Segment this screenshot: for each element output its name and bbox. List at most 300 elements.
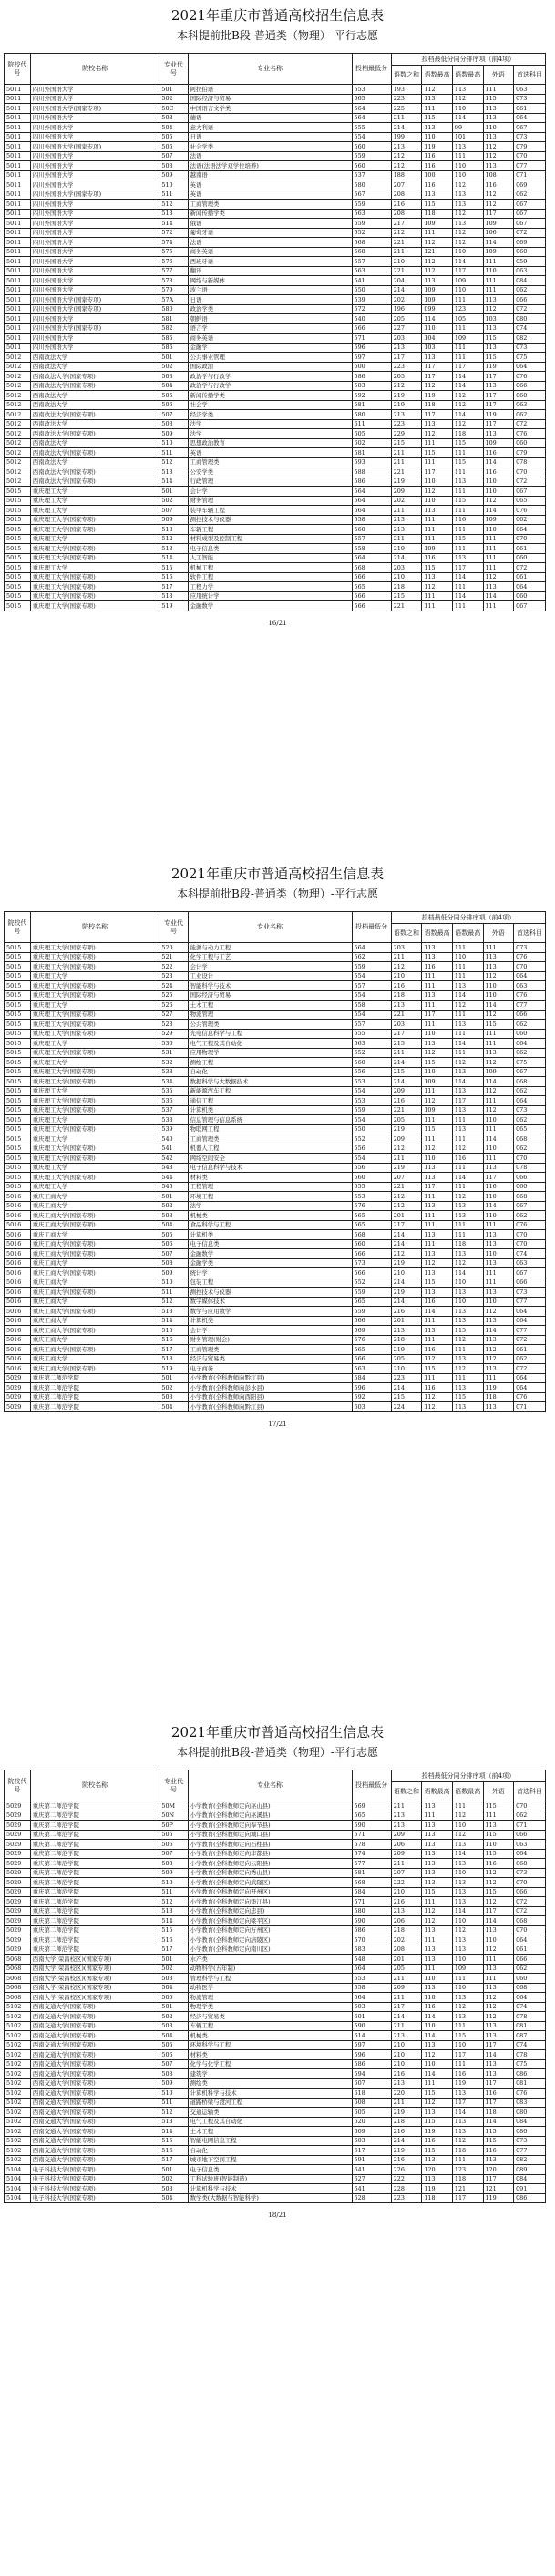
school-name-cell: 重庆理工大学(国家专项) — [30, 1020, 159, 1030]
table-row — [5, 1849, 546, 1859]
table-row — [5, 563, 546, 573]
col-header-first-choice: 首选科目 — [514, 66, 546, 85]
foreign-language-cell: 112 — [483, 2012, 514, 2022]
chinese-math-max-cell: 113 — [452, 1897, 483, 1907]
school-code-cell: 5016 — [5, 1258, 31, 1268]
school-code-cell: 5012 — [5, 438, 31, 448]
foreign-language-cell: 113 — [483, 104, 514, 114]
school-name-cell: 西南交通大学(国家专项) — [30, 2136, 159, 2146]
major-code-cell: 513 — [159, 2117, 188, 2127]
school-name-cell: 西南大学(荣昌校区)(国家专项) — [30, 1974, 159, 1984]
chinese-math-max-cell: 113 — [452, 1354, 483, 1364]
school-code-cell: 5012 — [5, 381, 31, 391]
chinese-math-max-cell: 111 — [422, 515, 453, 525]
major-code-cell: 506 — [159, 142, 188, 152]
chinese-math-max-cell: 113 — [452, 1316, 483, 1326]
school-code-cell: 5102 — [5, 2012, 31, 2022]
table-row — [5, 295, 546, 305]
chinese-math-max-cell: 114 — [452, 113, 483, 123]
chinese-math-sum-cell: 219 — [391, 391, 422, 401]
chinese-math-max-cell: 111 — [422, 2078, 453, 2089]
major-code-cell: 507 — [159, 506, 188, 516]
table-row — [5, 1364, 546, 1374]
chinese-math-max-cell: 115 — [422, 1124, 453, 1134]
chinese-math-max-cell: 112 — [422, 1906, 453, 1916]
page-subtitle: 本科提前批B段-普通类（物理）-平行志愿 — [177, 1746, 378, 1759]
first-choice-cell: 071 — [514, 1821, 546, 1831]
table-row — [5, 2069, 546, 2079]
first-choice-cell: 073 — [514, 2136, 546, 2146]
major-name-cell: 思想政治教育 — [188, 438, 352, 448]
chinese-math-max-cell: 112 — [422, 1144, 453, 1154]
foreign-language-cell: 109 — [483, 1067, 514, 1077]
chinese-math-max-cell: 110 — [422, 132, 453, 142]
chinese-math-sum-cell: 206 — [391, 1916, 422, 1926]
chinese-math-sum-cell: 211 — [391, 952, 422, 962]
chinese-math-max-cell: 116 — [422, 962, 453, 972]
foreign-language-cell: 114 — [483, 2050, 514, 2060]
table-row — [5, 438, 546, 448]
min-score-cell: 556 — [352, 1163, 391, 1173]
chinese-math-max-cell: 112 — [452, 400, 483, 410]
major-code-cell: 509 — [159, 1868, 188, 1878]
first-choice-cell: 066 — [514, 1010, 546, 1020]
major-code-cell: 501 — [159, 1192, 188, 1202]
major-name-cell: 行政管理 — [188, 477, 352, 487]
foreign-language-cell: 112 — [483, 1945, 514, 1955]
chinese-math-max-cell: 113 — [452, 85, 483, 95]
school-code-cell: 5011 — [5, 180, 31, 190]
major-code-cell: 528 — [159, 1020, 188, 1030]
min-score-cell: 564 — [352, 487, 391, 497]
min-score-cell: 541 — [352, 276, 391, 286]
school-name-cell: 重庆第二师范学院 — [30, 1830, 159, 1840]
min-score-cell: 590 — [352, 1821, 391, 1831]
major-name-cell: 网络空间安全 — [188, 1154, 352, 1164]
min-score-cell: 580 — [352, 410, 391, 420]
min-score-cell: 596 — [352, 2050, 391, 2060]
first-choice-cell: 076 — [514, 2089, 546, 2099]
col-header-major-name: 专业名称 — [188, 54, 352, 85]
major-code-cell: 523 — [159, 971, 188, 981]
chinese-math-max-cell: 112 — [422, 1096, 453, 1106]
chinese-math-max-cell: 112 — [422, 1402, 453, 1412]
major-name-cell: 电子信息类 — [188, 544, 352, 554]
min-score-cell: 555 — [352, 123, 391, 133]
school-name-cell: 四川外国语大学(国家专项) — [30, 190, 159, 200]
foreign-language-cell: 112 — [483, 1058, 514, 1068]
chinese-math-max-cell: 111 — [452, 1048, 483, 1058]
chinese-math-max-cell: 113 — [422, 1945, 453, 1955]
chinese-math-max-cell: 113 — [422, 1878, 453, 1888]
table-row — [5, 94, 546, 104]
school-name-cell: 重庆理工大学(国家专项) — [30, 1048, 159, 1058]
first-choice-cell: 073 — [514, 132, 546, 142]
school-name-cell: 重庆理工大学 — [30, 1134, 159, 1144]
min-score-cell: 584 — [352, 1373, 391, 1383]
chinese-math-sum-cell: 219 — [391, 2108, 422, 2118]
chinese-math-max-cell: 113 — [422, 1821, 453, 1831]
col-header-first-choice: 首选科目 — [514, 1782, 546, 1801]
first-choice-cell: 077 — [514, 1001, 546, 1011]
major-code-cell: 503 — [159, 1974, 188, 1984]
chinese-math-max-cell: 111 — [452, 2021, 483, 2031]
school-code-cell: 5016 — [5, 1268, 31, 1278]
school-name-cell: 四川外国语大学 — [30, 209, 159, 219]
major-code-cell: 504 — [159, 1402, 188, 1412]
chinese-math-sum-cell: 202 — [391, 295, 422, 305]
major-name-cell: 法学 — [188, 429, 352, 439]
min-score-cell: 641 — [352, 2165, 391, 2175]
table-row — [5, 1897, 546, 1907]
table-row — [5, 228, 546, 238]
chinese-math-sum-cell: 214 — [391, 1383, 422, 1393]
chinese-math-max-cell: 112 — [422, 381, 453, 391]
document-page — [0, 1717, 555, 2575]
chinese-math-sum-cell: 223 — [391, 94, 422, 104]
school-name-cell: 西南政法大学 — [30, 362, 159, 372]
chinese-math-max-cell: 117 — [452, 2050, 483, 2060]
first-choice-cell: 068 — [514, 1983, 546, 1993]
foreign-language-cell: 113 — [483, 2021, 514, 2031]
foreign-language-cell: 119 — [483, 2193, 514, 2203]
school-code-cell: 5011 — [5, 94, 31, 104]
major-name-cell: 工商管理类 — [188, 1345, 352, 1355]
major-code-cell: 509 — [159, 1268, 188, 1278]
major-code-cell: 512 — [159, 457, 188, 467]
chinese-math-max-cell: 112 — [452, 1830, 483, 1840]
min-score-cell: 557 — [352, 534, 391, 544]
school-code-cell: 5015 — [5, 971, 31, 981]
school-name-cell: 重庆理工大学(国家专项) — [30, 990, 159, 1001]
foreign-language-cell: 110 — [483, 1115, 514, 1125]
chinese-math-sum-cell: 215 — [391, 591, 422, 601]
min-score-cell: 560 — [352, 1173, 391, 1183]
chinese-math-sum-cell: 219 — [391, 477, 422, 487]
table-row — [5, 1974, 546, 1984]
table-row — [5, 142, 546, 152]
school-name-cell: 重庆工商大学 — [30, 1297, 159, 1307]
chinese-math-max-cell: 113 — [452, 2089, 483, 2099]
min-score-cell: 596 — [352, 1383, 391, 1393]
chinese-math-max-cell: 118 — [452, 2146, 483, 2156]
chinese-math-max-cell: 114 — [452, 1039, 483, 1049]
min-score-cell: 565 — [352, 1811, 391, 1821]
school-name-cell: 重庆理工大学 — [30, 496, 159, 506]
chinese-math-sum-cell: 206 — [391, 1840, 422, 1850]
table-row — [5, 219, 546, 229]
major-name-cell: 会计学 — [188, 1326, 352, 1336]
foreign-language-cell: 110 — [483, 1211, 514, 1221]
major-name-cell: 新闻传播学类 — [188, 391, 352, 401]
foreign-language-cell: 113 — [483, 1258, 514, 1268]
school-name-cell: 西南大学(荣昌校区)(国家专项) — [30, 1983, 159, 1993]
major-code-cell: 504 — [159, 381, 188, 391]
foreign-language-cell: 103 — [483, 314, 514, 324]
chinese-math-sum-cell: 221 — [391, 601, 422, 611]
min-score-cell: 559 — [352, 200, 391, 210]
first-choice-cell: 061 — [514, 1345, 546, 1355]
major-code-cell: 502 — [159, 2174, 188, 2184]
chinese-math-max-cell: 120 — [422, 2165, 453, 2175]
chinese-math-max-cell: 109 — [422, 219, 453, 229]
chinese-math-max-cell: 112 — [452, 1144, 483, 1154]
school-name-cell: 四川外国语大学 — [30, 123, 159, 133]
foreign-language-cell: 113 — [483, 1335, 514, 1345]
school-code-cell: 5016 — [5, 1230, 31, 1240]
school-name-cell: 西南交通大学(国家专项) — [30, 2155, 159, 2165]
foreign-language-cell: 111 — [483, 1268, 514, 1278]
chinese-math-max-cell: 099 — [422, 304, 453, 314]
chinese-math-sum-cell: 207 — [391, 180, 422, 190]
first-choice-cell: 070 — [514, 1230, 546, 1240]
table-row — [5, 2193, 546, 2203]
chinese-math-max-cell: 111 — [452, 343, 483, 353]
first-choice-cell: 078 — [514, 2012, 546, 2022]
major-name-cell: 工业设计 — [188, 971, 352, 981]
school-name-cell: 重庆第二师范学院 — [30, 1383, 159, 1393]
chinese-math-max-cell: 111 — [452, 962, 483, 972]
school-name-cell: 四川外国语大学 — [30, 170, 159, 180]
chinese-math-max-cell: 110 — [452, 1868, 483, 1878]
major-name-cell: 小学教育(全科教师定向梁平区) — [188, 1916, 352, 1926]
major-name-cell: 水产类 — [188, 1955, 352, 1965]
page-subtitle: 本科提前批B段-普通类（物理）-平行志愿 — [177, 29, 378, 42]
major-name-cell: 商务英语 — [188, 334, 352, 344]
chinese-math-max-cell: 114 — [452, 410, 483, 420]
school-name-cell: 四川外国语大学 — [30, 228, 159, 238]
school-name-cell: 重庆理工大学(国家专项) — [30, 515, 159, 525]
table-row — [5, 1029, 546, 1039]
chinese-math-sum-cell: 223 — [391, 362, 422, 372]
school-name-cell: 重庆工商大学 — [30, 1192, 159, 1202]
foreign-language-cell: 111 — [483, 1278, 514, 1288]
first-choice-cell: 072 — [514, 1364, 546, 1374]
table-row — [5, 1916, 546, 1926]
chinese-math-max-cell: 114 — [452, 1268, 483, 1278]
chinese-math-max-cell: 111 — [452, 1182, 483, 1192]
major-code-cell: 520 — [159, 943, 188, 953]
table-row — [5, 1307, 546, 1317]
school-code-cell: 5016 — [5, 1220, 31, 1230]
min-score-cell: 552 — [352, 228, 391, 238]
school-code-cell: 5015 — [5, 1039, 31, 1049]
foreign-language-cell: 117 — [483, 1906, 514, 1916]
foreign-language-cell: 113 — [483, 295, 514, 305]
chinese-math-max-cell: 114 — [452, 372, 483, 382]
table-row — [5, 266, 546, 276]
major-name-cell: 机械类 — [188, 2031, 352, 2041]
chinese-math-max-cell: 110 — [452, 952, 483, 962]
major-code-cell: 509 — [159, 429, 188, 439]
school-name-cell: 重庆理工大学(国家专项) — [30, 981, 159, 991]
major-code-cell: 530 — [159, 1039, 188, 1049]
table-row — [5, 1383, 546, 1393]
first-choice-cell: 078 — [514, 1163, 546, 1173]
major-code-cell: 509 — [159, 170, 188, 180]
major-code-cell: 508 — [159, 419, 188, 429]
min-score-cell: 586 — [352, 1925, 391, 1935]
major-name-cell: 软件工程 — [188, 572, 352, 582]
col-header-major-code: 专业代号 — [159, 1770, 188, 1801]
chinese-math-max-cell: 113 — [422, 1230, 453, 1240]
major-code-cell: 543 — [159, 1163, 188, 1173]
major-code-cell: 509 — [159, 2078, 188, 2089]
chinese-math-max-cell: 112 — [452, 2136, 483, 2146]
school-code-cell: 5068 — [5, 1993, 31, 2003]
chinese-math-max-cell: 113 — [422, 1288, 453, 1298]
min-score-cell: 557 — [352, 257, 391, 267]
major-name-cell: 阿拉伯语 — [188, 85, 352, 95]
table-row — [5, 1373, 546, 1383]
school-name-cell: 西南交通大学(国家专项) — [30, 2021, 159, 2031]
school-code-cell: 5068 — [5, 1974, 31, 1984]
table-row — [5, 1077, 546, 1087]
chinese-math-sum-cell: 219 — [391, 1345, 422, 1355]
min-score-cell: 617 — [352, 2146, 391, 2156]
table-row — [5, 353, 546, 363]
foreign-language-cell: 111 — [483, 1096, 514, 1106]
min-score-cell: 577 — [352, 1859, 391, 1869]
chinese-math-sum-cell: 216 — [391, 2127, 422, 2137]
major-name-cell: 翻译 — [188, 266, 352, 276]
major-name-cell: 中国语言文学类 — [188, 104, 352, 114]
first-choice-cell: 080 — [514, 314, 546, 324]
school-code-cell: 5015 — [5, 1182, 31, 1192]
min-score-cell: 553 — [352, 1192, 391, 1202]
first-choice-cell: 064 — [514, 1849, 546, 1859]
school-code-cell: 5102 — [5, 2136, 31, 2146]
foreign-language-cell: 115 — [483, 1020, 514, 1030]
table-row — [5, 477, 546, 487]
table-row — [5, 1859, 546, 1869]
school-code-cell: 5029 — [5, 1916, 31, 1926]
col-header-chinese-math: 语数之和 — [391, 924, 422, 943]
foreign-language-cell: 120 — [483, 2165, 514, 2175]
table-row — [5, 943, 546, 953]
chinese-math-sum-cell: 215 — [391, 1039, 422, 1049]
col-header-min-score: 投档最低分 — [352, 54, 391, 85]
table-row — [5, 1983, 546, 1993]
foreign-language-cell: 117 — [483, 2098, 514, 2108]
min-score-cell: 605 — [352, 2108, 391, 2118]
chinese-math-max-cell: 113 — [452, 477, 483, 487]
table-row — [5, 1001, 546, 1011]
foreign-language-cell: 119 — [483, 410, 514, 420]
chinese-math-max-cell: 101 — [452, 132, 483, 142]
chinese-math-max-cell: 113 — [452, 1993, 483, 2003]
min-score-cell: 565 — [352, 1297, 391, 1307]
min-score-cell: 620 — [352, 2117, 391, 2127]
first-choice-cell: 072 — [514, 1335, 546, 1345]
chinese-math-max-cell: 113 — [422, 1859, 453, 1869]
chinese-math-sum-cell: 213 — [391, 525, 422, 535]
chinese-math-max-cell: 112 — [452, 180, 483, 190]
chinese-math-max-cell: 111 — [452, 1974, 483, 1984]
min-score-cell: 555 — [352, 1182, 391, 1192]
major-code-cell: 505 — [159, 1993, 188, 2003]
chinese-math-max-cell: 111 — [452, 1220, 483, 1230]
chinese-math-max-cell: 118 — [422, 209, 453, 219]
school-name-cell: 电子科技大学(国家专项) — [30, 2174, 159, 2184]
table-row — [5, 2050, 546, 2060]
table-row — [5, 419, 546, 429]
school-code-cell: 5011 — [5, 161, 31, 171]
foreign-language-cell: 114 — [483, 1001, 514, 1011]
major-code-cell: 503 — [159, 372, 188, 382]
foreign-language-cell: 112 — [483, 1868, 514, 1878]
first-choice-cell: 072 — [514, 563, 546, 573]
chinese-math-sum-cell: 220 — [391, 2089, 422, 2099]
table-row — [5, 1239, 546, 1249]
chinese-math-sum-cell: 202 — [391, 1935, 422, 1945]
chinese-math-sum-cell: 213 — [391, 515, 422, 525]
school-name-cell: 重庆工商大学(国家专项) — [30, 1239, 159, 1249]
major-name-cell: 小学教育(全科教师定向开州区) — [188, 1887, 352, 1897]
min-score-cell: 601 — [352, 2012, 391, 2022]
table-row — [5, 1220, 546, 1230]
chinese-math-sum-cell: 212 — [391, 1201, 422, 1211]
major-name-cell: 小学教育(全科教师定向丰都县) — [188, 1849, 352, 1859]
school-name-cell: 四川外国语大学(国家专项) — [30, 304, 159, 314]
foreign-language-cell: 117 — [483, 400, 514, 410]
school-code-cell: 5015 — [5, 553, 31, 563]
foreign-language-cell: 115 — [483, 2136, 514, 2146]
first-choice-cell: 087 — [514, 2031, 546, 2041]
school-code-cell: 5016 — [5, 1192, 31, 1202]
chinese-math-sum-cell: 210 — [391, 1887, 422, 1897]
foreign-language-cell: 112 — [483, 496, 514, 506]
chinese-math-max-cell: 111 — [422, 534, 453, 544]
first-choice-cell: 062 — [514, 1964, 546, 1974]
major-name-cell: 化学与化学工程 — [188, 2059, 352, 2069]
chinese-math-max-cell: 112 — [422, 238, 453, 248]
min-score-cell: 552 — [352, 1134, 391, 1144]
foreign-language-cell: 118 — [483, 1392, 514, 1402]
chinese-math-max-cell: 113 — [422, 1830, 453, 1840]
major-name-cell: 葡萄牙语 — [188, 228, 352, 238]
page-subtitle: 本科提前批B段-普通类（物理）-平行志愿 — [177, 888, 378, 900]
chinese-math-max-cell: 109 — [422, 544, 453, 554]
major-name-cell: 小学教育(全科教师定向城口县) — [188, 1830, 352, 1840]
school-name-cell: 重庆理工大学 — [30, 1163, 159, 1173]
first-choice-cell: 064 — [514, 1993, 546, 2003]
table-row — [5, 323, 546, 334]
first-choice-cell: 066 — [514, 1830, 546, 1840]
col-header-major-name: 专业名称 — [188, 912, 352, 943]
chinese-math-max-cell: 111 — [422, 1192, 453, 1202]
major-code-cell: 580 — [159, 304, 188, 314]
foreign-language-cell: 115 — [483, 1830, 514, 1840]
chinese-math-max-cell: 118 — [422, 2193, 453, 2203]
table-row — [5, 314, 546, 324]
major-name-cell: 商务英语 — [188, 247, 352, 257]
school-name-cell: 西南政法大学 — [30, 457, 159, 467]
chinese-math-max-cell: 113 — [452, 1840, 483, 1850]
min-score-cell: 564 — [352, 553, 391, 563]
major-name-cell: 工商管理类 — [188, 200, 352, 210]
chinese-math-max-cell: 113 — [422, 1163, 453, 1173]
table-row — [5, 113, 546, 123]
school-name-cell: 重庆理工大学 — [30, 506, 159, 516]
school-name-cell: 重庆理工大学 — [30, 534, 159, 544]
table-row — [5, 553, 546, 563]
foreign-language-cell: 115 — [483, 2127, 514, 2137]
min-score-cell: 567 — [352, 190, 391, 200]
first-choice-cell: 060 — [514, 438, 546, 448]
school-code-cell: 5016 — [5, 1307, 31, 1317]
school-name-cell: 重庆工商大学(国家专项) — [30, 1211, 159, 1221]
